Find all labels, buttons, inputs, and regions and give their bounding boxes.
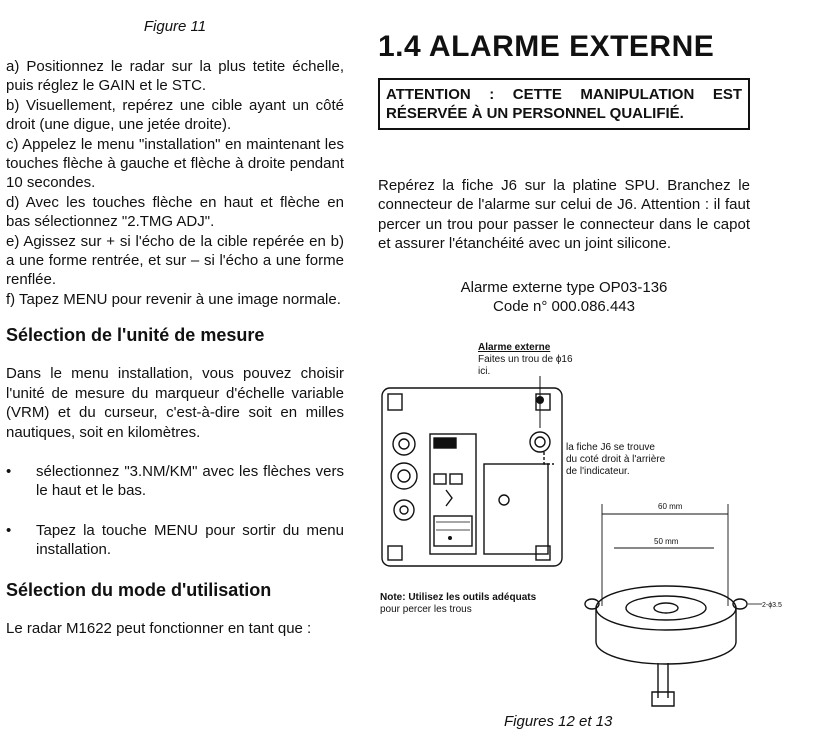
callout-line-2: ici. bbox=[478, 366, 491, 377]
buzzer-wires-icon bbox=[658, 663, 668, 698]
spu-screw-icon bbox=[499, 495, 509, 505]
step-a: a) Positionnez le radar sur la plus tetite échelle, puis réglez le GAIN et le STC. bbox=[6, 58, 344, 95]
step-e: e) Agissez sur + si l'écho de la cible repérée en b) a une forme rentrée, et sur – si l'écho a une forme renflée. bbox=[6, 232, 344, 289]
rating-plate bbox=[434, 516, 472, 546]
unit-section-body: Dans le menu installation, vous pouvez choisir l'unité de mesure du marqueur d'échelle variable (VRM) et du curseur, c'est-à-dire soit en milles nautiques, soit en kilomètres. bbox=[6, 365, 344, 441]
mode-section-heading: Sélection du mode d'utilisation bbox=[6, 579, 272, 600]
step-c: c) Appelez le menu "installation" en maintenant les touches flèche à gauche et flèche à droite pendant 10 secondes. bbox=[6, 135, 344, 192]
j6-note-line-2: du coté droit à l'arrière bbox=[566, 454, 666, 465]
switch-icon bbox=[434, 474, 446, 484]
unit-bullet-list bbox=[6, 462, 344, 560]
j6-hole-icon bbox=[530, 432, 550, 452]
spu-cover bbox=[484, 464, 548, 554]
connector-icon bbox=[394, 500, 414, 520]
buzzer-center-icon bbox=[654, 603, 678, 613]
part-type: Alarme externe type OP03-136 bbox=[460, 278, 668, 296]
bullet-item: • sélectionnez "3.NM/KM" avec les flèches vers le haut et le bas. bbox=[6, 462, 344, 501]
j6-note-line-1: la fiche J6 se trouve bbox=[566, 442, 655, 453]
alarm-section-heading: 1.4 ALARME EXTERNE bbox=[378, 30, 715, 63]
j6-dashed-path bbox=[544, 452, 554, 464]
j6-note-line-3: de l'indicateur. bbox=[566, 466, 630, 477]
buzzer-body-icon bbox=[596, 608, 736, 664]
step-d: d) Avec les touches flèche en haut et flèche en bas sélectionnez "2.TMG ADJ". bbox=[6, 193, 344, 231]
label-tag-icon bbox=[434, 438, 456, 448]
j6-hole-icon bbox=[535, 437, 545, 447]
buzzer-membrane-icon bbox=[626, 596, 706, 620]
connector-icon bbox=[399, 439, 409, 449]
drill-note-line-2: pour percer les trous bbox=[380, 604, 472, 615]
warning-box bbox=[378, 78, 750, 130]
connector-icon bbox=[400, 506, 408, 514]
callout-marker-icon bbox=[536, 396, 544, 404]
label-plate bbox=[430, 434, 476, 554]
callout-line-1: Faites un trou de ϕ16 bbox=[478, 354, 573, 365]
connector-icon bbox=[398, 470, 410, 482]
connector-icon bbox=[391, 463, 417, 489]
part-code: Code n° 000.086.443 bbox=[493, 297, 635, 315]
warning-line-2: RÉSERVÉE À UN PERSONNEL QUALIFIÉ. bbox=[386, 105, 684, 122]
dimension-hole: 2-ϕ3.5 bbox=[762, 602, 782, 609]
mounting-hole-icon bbox=[388, 546, 402, 560]
dimension-outer: 60 mm bbox=[658, 502, 683, 511]
mounting-hole-icon bbox=[388, 394, 402, 410]
alarm-instructions: Repérez la fiche J6 sur la platine SPU. Branchez le connecteur de l'alarme sur celui de J6. Attention : il faut percer un trou pour passer le connecteur dans le capot et assurer l'étanchéité avec un joint silicone. bbox=[378, 177, 750, 253]
right-column bbox=[378, 30, 750, 316]
callout-title: Alarme externe bbox=[478, 342, 551, 353]
step-b: b) Visuellement, repérez une cible ayant un côté droit (une digue, une jetée droite). bbox=[6, 96, 344, 134]
figure-11-caption: Figure 11 bbox=[143, 18, 207, 35]
step-f: f) Tapez MENU pour revenir à une image normale. bbox=[6, 290, 341, 308]
fuse-icon bbox=[446, 490, 452, 506]
mode-section-body: Le radar M1622 peut fonctionner en tant que : bbox=[6, 619, 312, 637]
switch-icon bbox=[450, 474, 462, 484]
connector-icon bbox=[393, 433, 415, 455]
unit-section-heading: Sélection de l'unité de mesure bbox=[6, 325, 265, 346]
buzzer-top-icon bbox=[596, 586, 736, 630]
figures-12-13-caption: Figures 12 et 13 bbox=[504, 713, 613, 730]
drill-note-line-1: Note: Utilisez les outils adéquats bbox=[380, 592, 537, 603]
warning-line-1: ATTENTION : CETTE MANIPULATION EST bbox=[386, 86, 742, 103]
dimension-inner: 50 mm bbox=[654, 537, 679, 546]
alarm-installation-diagram bbox=[376, 338, 796, 708]
left-column bbox=[6, 18, 344, 638]
bullet-item: • Tapez la touche MENU pour sortir du menu installation. bbox=[6, 521, 344, 560]
buzzer-plug-icon bbox=[652, 692, 674, 706]
